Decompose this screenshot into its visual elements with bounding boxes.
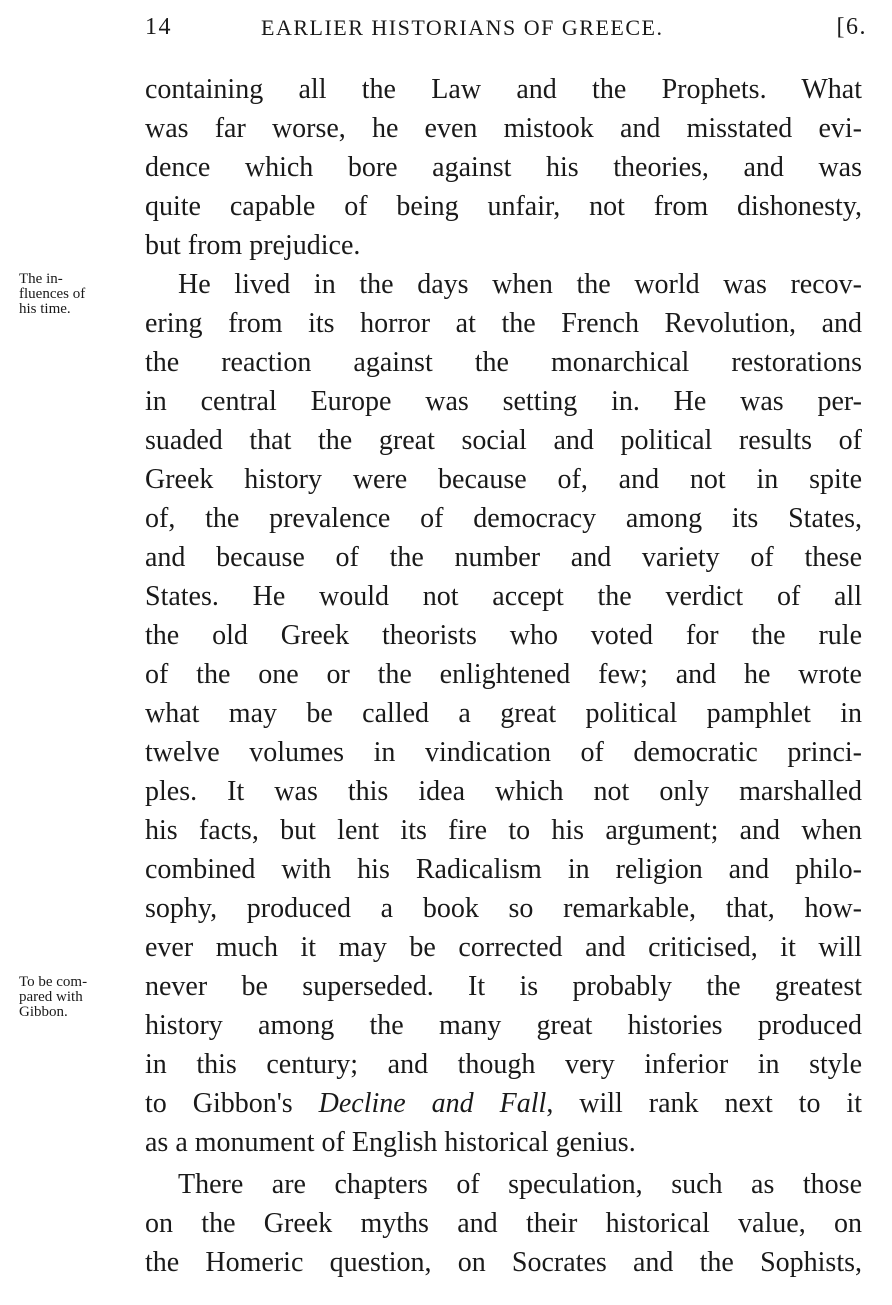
text-line: history among the many great histories produced [145,1010,862,1041]
text-line-with-italic [145,1084,862,1123]
margin-note-line: The in- [19,271,63,287]
text-run: , will rank next to it [546,1088,862,1119]
text-line: in this century; and though very inferior in style [145,1049,862,1080]
text-line: on the Greek myths and their historical value, on [145,1208,862,1239]
text-line: as a monument of English historical genius. [145,1127,636,1158]
section-mark: [6. [836,14,867,40]
text-line: ever much it may be corrected and criticised, it will [145,932,862,963]
margin-note-line: pared with [19,989,83,1005]
text-line: States. He would not accept the verdict of all [145,581,862,612]
margin-note-line: his time. [19,301,71,317]
text-line: twelve volumes in vindication of democratic princi- [145,737,862,768]
text-line: the old Greek theorists who voted for the rule [145,620,862,651]
text-run: to Gibbon's [145,1088,319,1119]
body-text [145,70,862,1282]
text-line: ples. It was this idea which not only marshalled [145,776,862,807]
text-line: and because of the number and variety of these [145,542,862,573]
text-line: suaded that the great social and political results of [145,425,862,456]
page-number: 14 [145,14,172,40]
running-title: EARLIER HISTORIANS OF GREECE. [261,15,664,40]
running-header [145,14,867,50]
text-line: was far worse, he even mistook and misstated evi- [145,113,862,144]
text-line: There are chapters of speculation, such as those [178,1169,862,1200]
text-line: of the one or the enlightened few; and he wrote [145,659,862,690]
text-line: quite capable of being unfair, not from dishonesty, [145,191,862,222]
italic-title: Decline and Fall [318,1088,547,1119]
margin-note-influences [19,272,141,317]
text-line: He lived in the days when the world was recov- [178,269,862,300]
text-line: the reaction against the monarchical restorations [145,347,862,378]
text-line: his facts, but lent its fire to his argument; and when [145,815,862,846]
text-line: containing all the Law and the Prophets. What [145,74,862,105]
text-line: Greek history were because of, and not in spite [145,464,862,495]
text-line: but from prejudice. [145,230,361,261]
margin-note-line: To be com- [19,974,88,990]
text-line: of, the prevalence of democracy among its States, [145,503,862,534]
text-line: combined with his Radicalism in religion and philo- [145,854,862,885]
text-line: dence which bore against his theories, and was [145,152,862,183]
text-line: sophy, produced a book so remarkable, that, how- [145,893,862,924]
text-line: never be superseded. It is probably the greatest [145,971,862,1002]
margin-note-line: fluences of [19,286,86,302]
text-line: what may be called a great political pamphlet in [145,698,862,729]
margin-note-line: Gibbon. [19,1004,68,1020]
text-line: the Homeric question, on Socrates and the Sophists, [145,1247,862,1278]
text-line: ering from its horror at the French Revolution, and [145,308,862,339]
text-line: in central Europe was setting in. He was per- [145,386,862,417]
margin-note-gibbon [19,975,141,1020]
